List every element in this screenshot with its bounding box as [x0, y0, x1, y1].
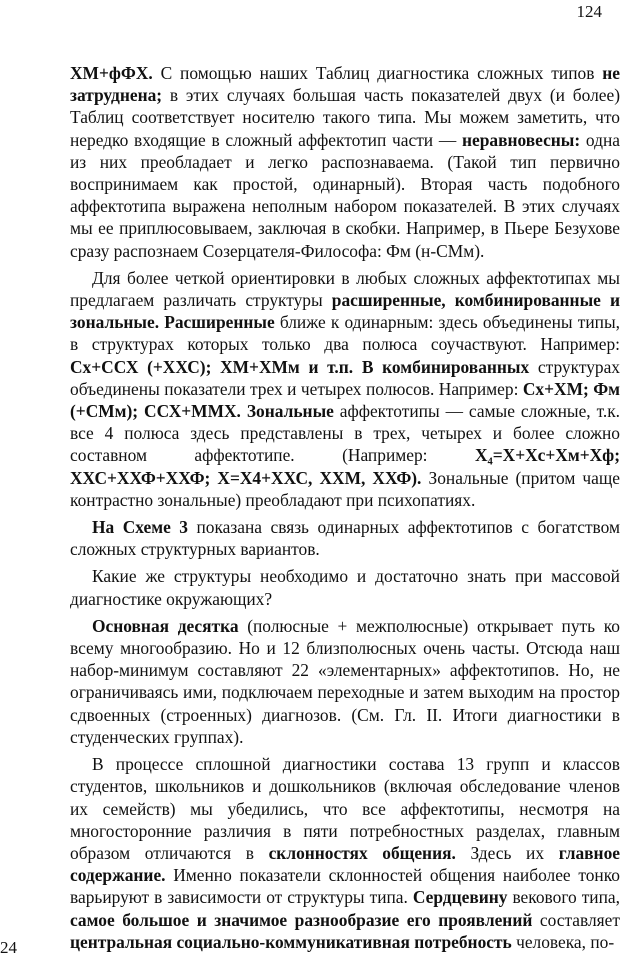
paragraph	[70, 267, 620, 511]
bold-text-run: расширенные, комбинированные и зональные. Расширенные	[70, 290, 620, 333]
text-run: одна из них преобладает и легко распознаваема. (Такой тип первично воспринимаем как простой, одинарный). Вторая часть подобного аффектотипа выражена неполным набором показателей. В этих случаях мы ее приплюсовываем, заключая в скобки. Например, в Пьере Безухове сразу распознаем Созерцателя-Философа: Фм (н-СМм).	[70, 129, 620, 261]
text-run: Зональные (притом чаще контрастно зональные) преобладают при психопатиях.	[70, 467, 620, 510]
text-run: В процессе сплошной диагностики состава 13 групп и классов студентов, школьников и дошкольников (включая обследование членов их семейств) мы убедились, что все аффектотипы, несмотря на многосторонние различия в пяти потребностных разделах, главным образом отличаются в	[70, 754, 620, 863]
text-run: показана связь одинарных аффектотипов с богатством сложных структурных вариантов.	[70, 517, 620, 560]
bold-text-run: На Схеме 3	[92, 517, 188, 538]
bold-text-run: Сх+ССХ (+ХХС); ХМ+ХМм и т.п. В комбинированных	[70, 356, 530, 377]
text-run: Какие же структуры необходимо и достаточно знать при массовой диагностике окружающих?	[70, 566, 620, 609]
text-run: человека, по-	[511, 931, 615, 952]
text-run: в этих случаях большая часть показателей двух (и более) Таблиц соответствует носителю такого типа. Мы можем заметить, что нередко входящие в сложный аффектотип части —	[70, 85, 620, 150]
bold-text-run: главное содержание.	[70, 842, 620, 886]
text-run: векового типа,	[507, 887, 620, 908]
page-number-top: 124	[576, 2, 602, 21]
paragraph	[70, 62, 620, 262]
paragraph	[70, 615, 620, 748]
text-run: составляет	[532, 909, 620, 930]
paragraph	[70, 516, 620, 560]
bold-text-run: неравновесны:	[461, 129, 581, 150]
text-run: (полюсные + межполюсные) открывает путь ко всему многообразию. Но и 12 близполюсных очень часты. Отсюда наш набор-минимум составляют 22 «элементарных» аффектотипов. Но, не ограничиваясь ими, подключаем переходные и затем выходим на простор сдвоенных (строенных) диагнозов. (См. Гл. II. Итоги диагностики в студенческих группах).	[70, 615, 620, 747]
page-number-bottom: 24	[0, 938, 17, 957]
text-run: Именно показатели склонностей общения наиболее тонко варьируют в зависимости от структуры типа.	[70, 865, 620, 908]
text-run: структурах объединены показатели трех и четырех полюсов. Например:	[70, 356, 620, 399]
paragraph	[70, 753, 620, 953]
text-run: Для более четкой ориентировки в любых сложных аффектотипах мы предлагаем различать структуры	[70, 267, 620, 311]
bold-text-run: Сердцевину	[412, 887, 508, 908]
bold-text-run: не затруднена;	[70, 63, 620, 106]
bold-text-run: склонностях общения.	[268, 842, 456, 863]
bold-text-run: Сх+ХМ; Фм (+СМм); ССХ+ММХ. Зональные	[70, 378, 620, 422]
text-run: аффектотипы — самые сложные, т.к. все 4 полюса здесь представлены в трех, четырех и более сложно составном аффектотипе. (Например:	[70, 401, 620, 466]
text-run: ближе к одинарным: здесь объединены типы, в структурах которых только два полюса соучаствуют. Например:	[70, 312, 620, 355]
body-text	[70, 62, 620, 958]
bold-text-run: Основная десятка	[92, 615, 239, 636]
bold-text-run: Х₄=Х+Хс+Хм+Хф; ХХС+ХХФ+ХХФ; Х=Х4+ХХС, ХХМ, ХХФ).	[70, 445, 620, 488]
text-run: Здесь их	[455, 842, 559, 863]
bold-text-run: ХМ+фФХ.	[70, 63, 153, 83]
bold-text-run: центральная социально-коммуникативная потребность	[70, 931, 512, 952]
bold-text-run: самое большое и значимое разнообразие его проявлений	[70, 909, 533, 930]
text-run: С помощью наших Таблиц диагностика сложных типов	[152, 63, 603, 83]
paragraph	[70, 565, 620, 609]
